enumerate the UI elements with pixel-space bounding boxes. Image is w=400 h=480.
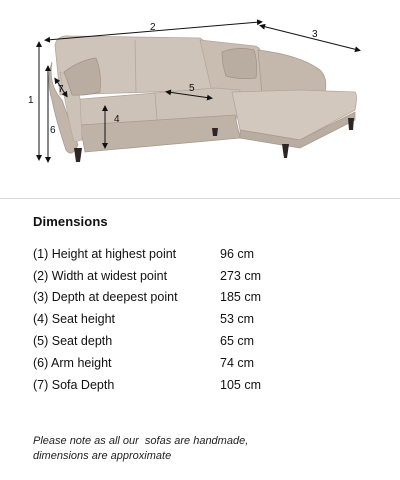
- handmade-note: [33, 434, 373, 464]
- dimension-value: 74 cm: [220, 355, 255, 370]
- dimensions-table: [33, 243, 333, 396]
- marker-7: 7: [58, 84, 64, 95]
- marker-3: 3: [312, 29, 318, 40]
- dimension-value: 273 cm: [220, 268, 261, 283]
- marker-1: 1: [28, 95, 34, 106]
- dimension-value: 65 cm: [220, 334, 255, 349]
- sofa-illustration: [0, 0, 400, 190]
- dimension-row: [33, 265, 333, 287]
- dimension-row: [33, 287, 333, 309]
- note-line-1: Please note as all our sofas are handmade,: [33, 435, 249, 447]
- dimension-value: 53 cm: [220, 312, 255, 327]
- section-divider: [0, 198, 400, 199]
- dimension-row: [33, 308, 333, 330]
- dimension-row: [33, 352, 333, 374]
- dimension-value: 185 cm: [220, 290, 261, 305]
- sofa-diagram: [0, 0, 400, 190]
- dimension-label: (7) Sofa Depth: [33, 377, 115, 392]
- note-line-2: dimensions are approximate: [33, 450, 172, 462]
- sofa-body: [49, 36, 357, 162]
- marker-4: 4: [114, 114, 120, 125]
- dimensions-heading: Dimensions: [33, 214, 108, 229]
- dimension-label: (2) Width at widest point: [33, 268, 168, 283]
- dimension-label: (5) Seat depth: [33, 334, 113, 349]
- dimension-label: (3) Depth at deepest point: [33, 290, 178, 305]
- dimension-label: (1) Height at highest point: [33, 246, 177, 261]
- dimension-label: (6) Arm height: [33, 355, 112, 370]
- dimension-row: [33, 243, 333, 265]
- dimension-row: [33, 374, 333, 396]
- dimension-value: 96 cm: [220, 246, 255, 261]
- dimension-label: (4) Seat height: [33, 312, 115, 327]
- dimension-row: [33, 330, 333, 352]
- marker-5: 5: [189, 83, 195, 94]
- marker-6: 6: [50, 125, 56, 136]
- dimension-value: 105 cm: [220, 377, 261, 392]
- marker-2: 2: [150, 22, 156, 33]
